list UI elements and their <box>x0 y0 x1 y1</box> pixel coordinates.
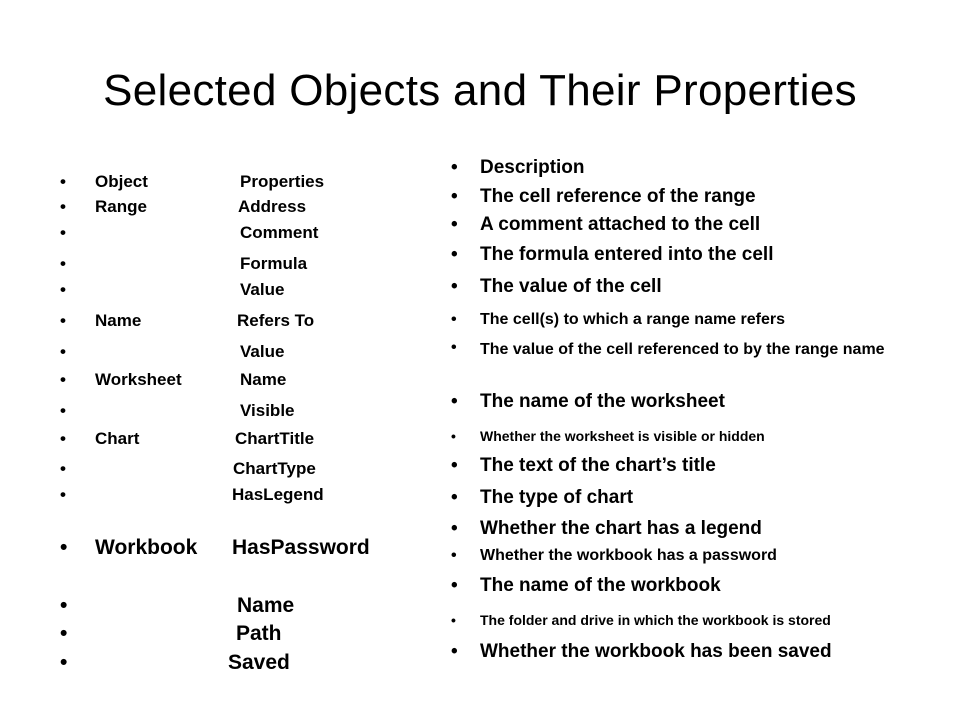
bullet: • <box>451 391 458 412</box>
bullet: • <box>60 594 68 617</box>
bullet: • <box>451 455 458 476</box>
property-label: Value <box>240 342 285 361</box>
bullet: • <box>60 197 66 216</box>
bullet: • <box>60 401 66 420</box>
bullet: • <box>60 622 68 645</box>
bullet: • <box>60 459 66 478</box>
property-label: Name <box>237 594 295 617</box>
bullet: • <box>60 280 66 299</box>
description-text: The name of the workbook <box>480 575 721 596</box>
property-label: Address <box>238 197 307 216</box>
description-text: The name of the worksheet <box>480 391 725 412</box>
bullet: • <box>60 370 66 389</box>
property-label: Name <box>240 370 287 389</box>
description-text: The text of the chart’s title <box>480 455 716 476</box>
bullet: • <box>60 172 66 191</box>
bullet: • <box>451 547 457 564</box>
bullet: • <box>451 641 458 662</box>
object-label: Object <box>95 172 148 191</box>
bullet: • <box>60 342 66 361</box>
object-label: Worksheet <box>95 370 182 389</box>
object-label: Workbook <box>95 536 198 559</box>
description-text: Whether the workbook has a password <box>480 547 777 564</box>
object-label: Name <box>95 311 142 330</box>
description-text: The formula entered into the cell <box>480 244 774 265</box>
bullet: • <box>451 186 458 207</box>
description-text: Whether the chart has a legend <box>480 518 762 539</box>
property-label: Path <box>236 622 282 645</box>
bullet: • <box>451 575 458 596</box>
bullet: • <box>60 536 68 559</box>
description-text: A comment attached to the cell <box>480 214 761 235</box>
bullet: • <box>451 339 457 356</box>
bullet: • <box>451 612 456 628</box>
property-label: Formula <box>240 254 308 273</box>
property-label: HasPassword <box>232 536 370 559</box>
object-label: Range <box>95 197 147 216</box>
object-label: Chart <box>95 429 140 448</box>
description-text: Description <box>480 157 585 178</box>
bullet: • <box>451 518 458 539</box>
bullet: • <box>60 429 66 448</box>
property-label: Refers To <box>237 311 315 330</box>
description-text: Whether the worksheet is visible or hidden <box>480 428 765 444</box>
bullet: • <box>60 485 66 504</box>
bullet: • <box>451 157 458 178</box>
property-label: Comment <box>240 223 319 242</box>
bullet: • <box>60 651 68 674</box>
bullet: • <box>451 244 458 265</box>
bullet: • <box>451 428 456 444</box>
bullet: • <box>60 223 66 242</box>
property-label: Visible <box>240 401 295 420</box>
property-label: Saved <box>228 651 290 674</box>
property-label: HasLegend <box>232 485 324 504</box>
description-text: Whether the workbook has been saved <box>480 641 832 662</box>
description-text: The cell(s) to which a range name refers <box>480 311 785 328</box>
bullet: • <box>451 311 457 328</box>
description-text: The cell reference of the range <box>480 186 756 207</box>
bullet: • <box>451 214 458 235</box>
description-text: The type of chart <box>480 487 634 508</box>
bullet: • <box>451 276 458 297</box>
description-text: The folder and drive in which the workbook is stored <box>480 612 831 628</box>
description-text: The value of the cell referenced to by the range name <box>480 341 885 358</box>
bullet: • <box>451 487 458 508</box>
bullet: • <box>60 254 66 273</box>
property-label: ChartTitle <box>235 429 315 448</box>
property-label: Properties <box>240 172 325 191</box>
property-label: ChartType <box>233 459 316 478</box>
description-text: The value of the cell <box>480 276 662 297</box>
slide-title: Selected Objects and Their Properties <box>103 66 857 115</box>
bullet: • <box>60 311 66 330</box>
property-label: Value <box>240 280 285 299</box>
